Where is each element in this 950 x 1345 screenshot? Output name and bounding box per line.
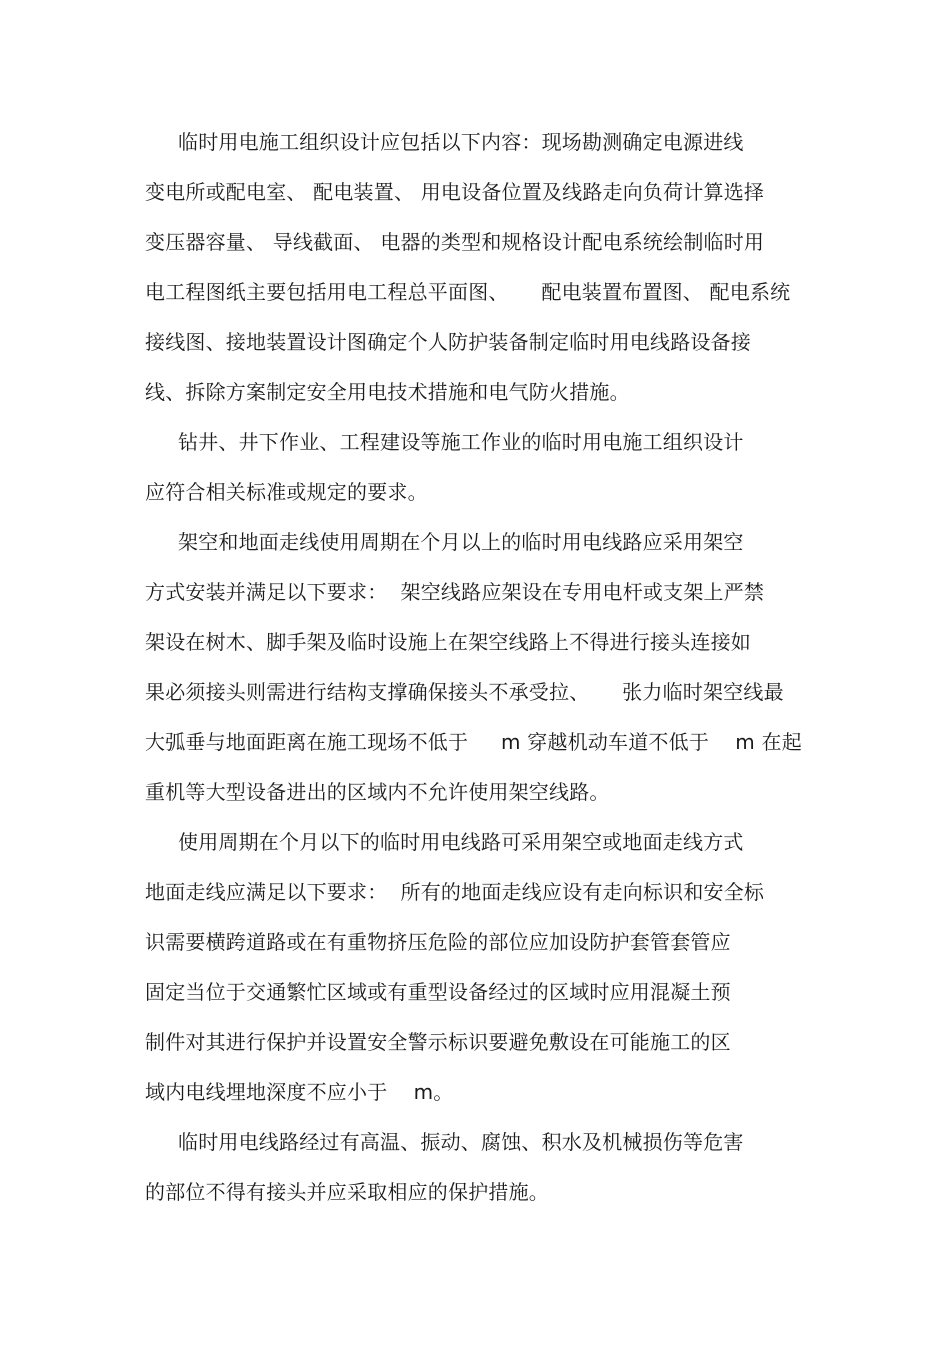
paragraph-2-line-2: 应符合相关标准或规定的要求。 (145, 480, 428, 504)
paragraph-1-line-2: 变电所或配电室、 配电装置、 用电设备位置及线路走向负荷计算选择 (145, 180, 765, 204)
paragraph-3-line-3: 架设在树木、脚手架及临时设施上在架空线路上不得进行接头连接如 (145, 630, 751, 654)
paragraph-1-line-3: 变压器容量、 导线截面、 电器的类型和规格设计配电系统绘制临时用 (145, 230, 765, 254)
paragraph-5-line-1: 临时用电线路经过有高温、振动、腐蚀、积水及机械损伤等危害 (178, 1130, 744, 1154)
paragraph-3-line-2: 方式安装并满足以下要求： 架空线路应架设在专用电杆或支架上严禁 (145, 580, 765, 604)
paragraph-2-line-1: 钻井、井下作业、工程建设等施工作业的临时用电施工组织设计 (178, 430, 744, 454)
paragraph-4-line-6: 域内电线埋地深度不应小于 m。 (145, 1080, 454, 1104)
paragraph-1-line-1: 临时用电施工组织设计应包括以下内容：现场勘测确定电源进线 (178, 130, 744, 154)
paragraph-1-line-6: 线、拆除方案制定安全用电技术措施和电气防火措施。 (145, 380, 630, 404)
paragraph-4-line-5: 制件对其进行保护并设置安全警示标识要避免敷设在可能施工的区 (145, 1030, 731, 1054)
paragraph-3-line-4: 果必须接头则需进行结构支撑确保接头不承受拉、 张力临时架空线最 (145, 680, 784, 704)
paragraph-4-line-4: 固定当位于交通繁忙区域或有重型设备经过的区域时应用混凝土预 (145, 980, 731, 1004)
paragraph-1-line-4: 电工程图纸主要包括用电工程总平面图、 配电装置布置图、 配电系统 (145, 280, 791, 304)
paragraph-3-line-6: 重机等大型设备进出的区域内不允许使用架空线路。 (145, 780, 610, 804)
paragraph-5-line-2: 的部位不得有接头并应采取相应的保护措施。 (145, 1180, 549, 1204)
paragraph-3-line-1: 架空和地面走线使用周期在个月以上的临时用电线路应采用架空 (178, 530, 744, 554)
paragraph-3-line-5: 大弧垂与地面距离在施工现场不低于 m 穿越机动车道不低于 m 在起 (145, 730, 802, 754)
paragraph-4-line-3: 识需要横跨道路或在有重物挤压危险的部位应加设防护套管套管应 (145, 930, 731, 954)
paragraph-4-line-2: 地面走线应满足以下要求： 所有的地面走线应设有走向标识和安全标 (145, 880, 765, 904)
paragraph-4-line-1: 使用周期在个月以下的临时用电线路可采用架空或地面走线方式 (178, 830, 744, 854)
paragraph-1-line-5: 接线图、接地装置设计图确定个人防护装备制定临时用电线路设备接 (145, 330, 751, 354)
